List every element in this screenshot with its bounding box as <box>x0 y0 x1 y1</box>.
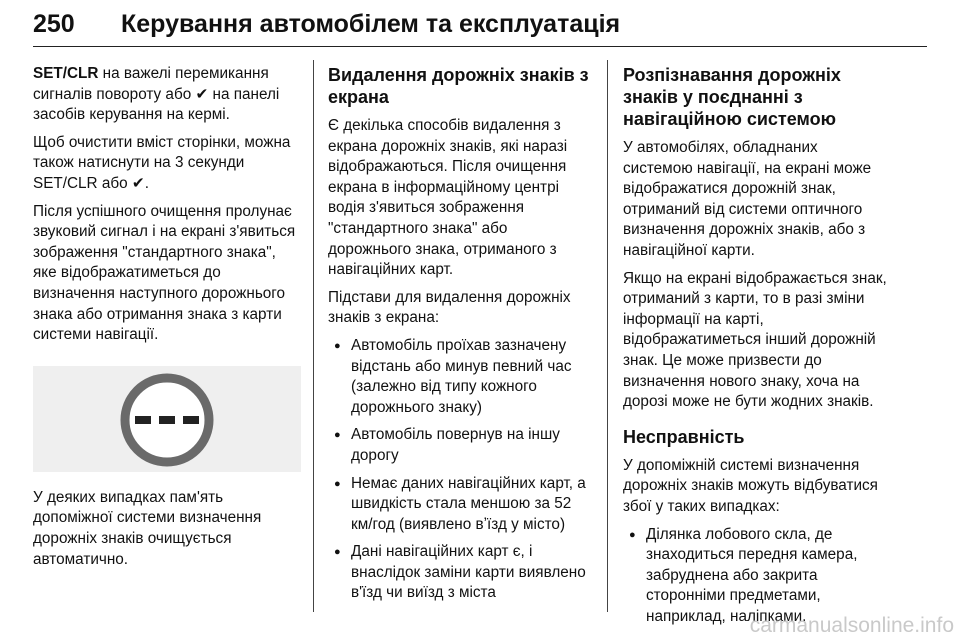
list-item: ● Немає даних навігаційних карт, а швидкість стала меншою за 52 км/год (виявлено вʼїзд у місто) <box>328 474 594 536</box>
paragraph: Підстави для видалення дорожніх знаків з екрана: <box>328 288 571 327</box>
page-title: Керування автомобілем та експлуатація <box>121 10 621 38</box>
paragraph-text: на важелі перемикання сигналів повороту або ✔ на панелі засобів керування на кермі. <box>33 65 280 124</box>
paragraph: У допоміжній системі визначення дорожніх знаків можуть відбуватися збої у таких випадках: <box>623 456 878 515</box>
column-2 <box>328 64 594 611</box>
list-item: ● Дані навігаційних карт є, і внаслідок заміни карти виявлено в'їзд чи виїзд з міста <box>328 542 594 604</box>
page-number: 250 <box>33 10 75 38</box>
default-sign-icon <box>117 370 217 470</box>
list-item: ● Ділянка лобового скла, де знаходиться передня камера, забруднена або закрита сторонніми предметами, наприклад, наліпками. <box>623 525 891 628</box>
paragraph: У деяких випадках пам'ять допоміжної системи визначення дорожніх знаків очищується автоматично. <box>33 488 262 568</box>
section-heading: Розпізнавання дорожніх знаків у поєднанні з навігаційною системою <box>623 65 841 129</box>
page-header <box>33 6 927 47</box>
paragraph: У автомобілях, обладнаних системою навігації, на екрані може відображатися дорожній знак, отриманий від системи оптичного визначення дорожніх знаків, або з навігаційної карти. <box>623 139 872 259</box>
section-heading: Видалення дорожніх знаків з екрана <box>328 65 589 107</box>
column-divider <box>313 60 314 612</box>
column-1 <box>33 64 301 577</box>
bullet-list <box>328 336 594 604</box>
paragraph: Якщо на екрані відображається знак, отриманий з карти, то в разі зміни інформації на карті, відображатиметься інший дорожній знак. Це може призвести до визначення нового знаку, хоча на дорозі може не бути жодних знаків. <box>623 269 887 411</box>
watermark: carmanualsonline.info <box>749 614 954 637</box>
paragraph: Є декілька способів видалення з екрана дорожніх знаків, які наразі відображаються. Після очищення екрана в інформаційному центрі водія з'явиться зображення "стандартного знака" або дорожнього знака, отриманого з навігаційних карт. <box>328 117 568 279</box>
set-clr-label: SET/CLR <box>33 65 99 82</box>
paragraph: Щоб очистити вміст сторінки, можна також натиснути на 3 секунди SET/CLR або ✔. <box>33 133 291 192</box>
column-divider <box>607 60 608 612</box>
paragraph: Після успішного очищення пролунає звуковий сигнал і на екрані з'явиться зображення "стандартного знака", яке відображатиметься до визначення наступного дорожнього знака або отримання знака з карти системи навігації. <box>33 202 296 344</box>
section-heading: Несправність <box>623 426 745 447</box>
bullet-list <box>623 525 891 628</box>
paragraph <box>33 64 301 126</box>
list-item: ● Автомобіль повернув на іншу дорогу <box>328 425 594 466</box>
default-sign-figure <box>33 366 301 472</box>
list-item: ● Автомобіль проїхав зазначену відстань або минув певний час (залежно від типу кожного дорожнього знаку) <box>328 336 594 418</box>
column-3 <box>623 64 891 634</box>
